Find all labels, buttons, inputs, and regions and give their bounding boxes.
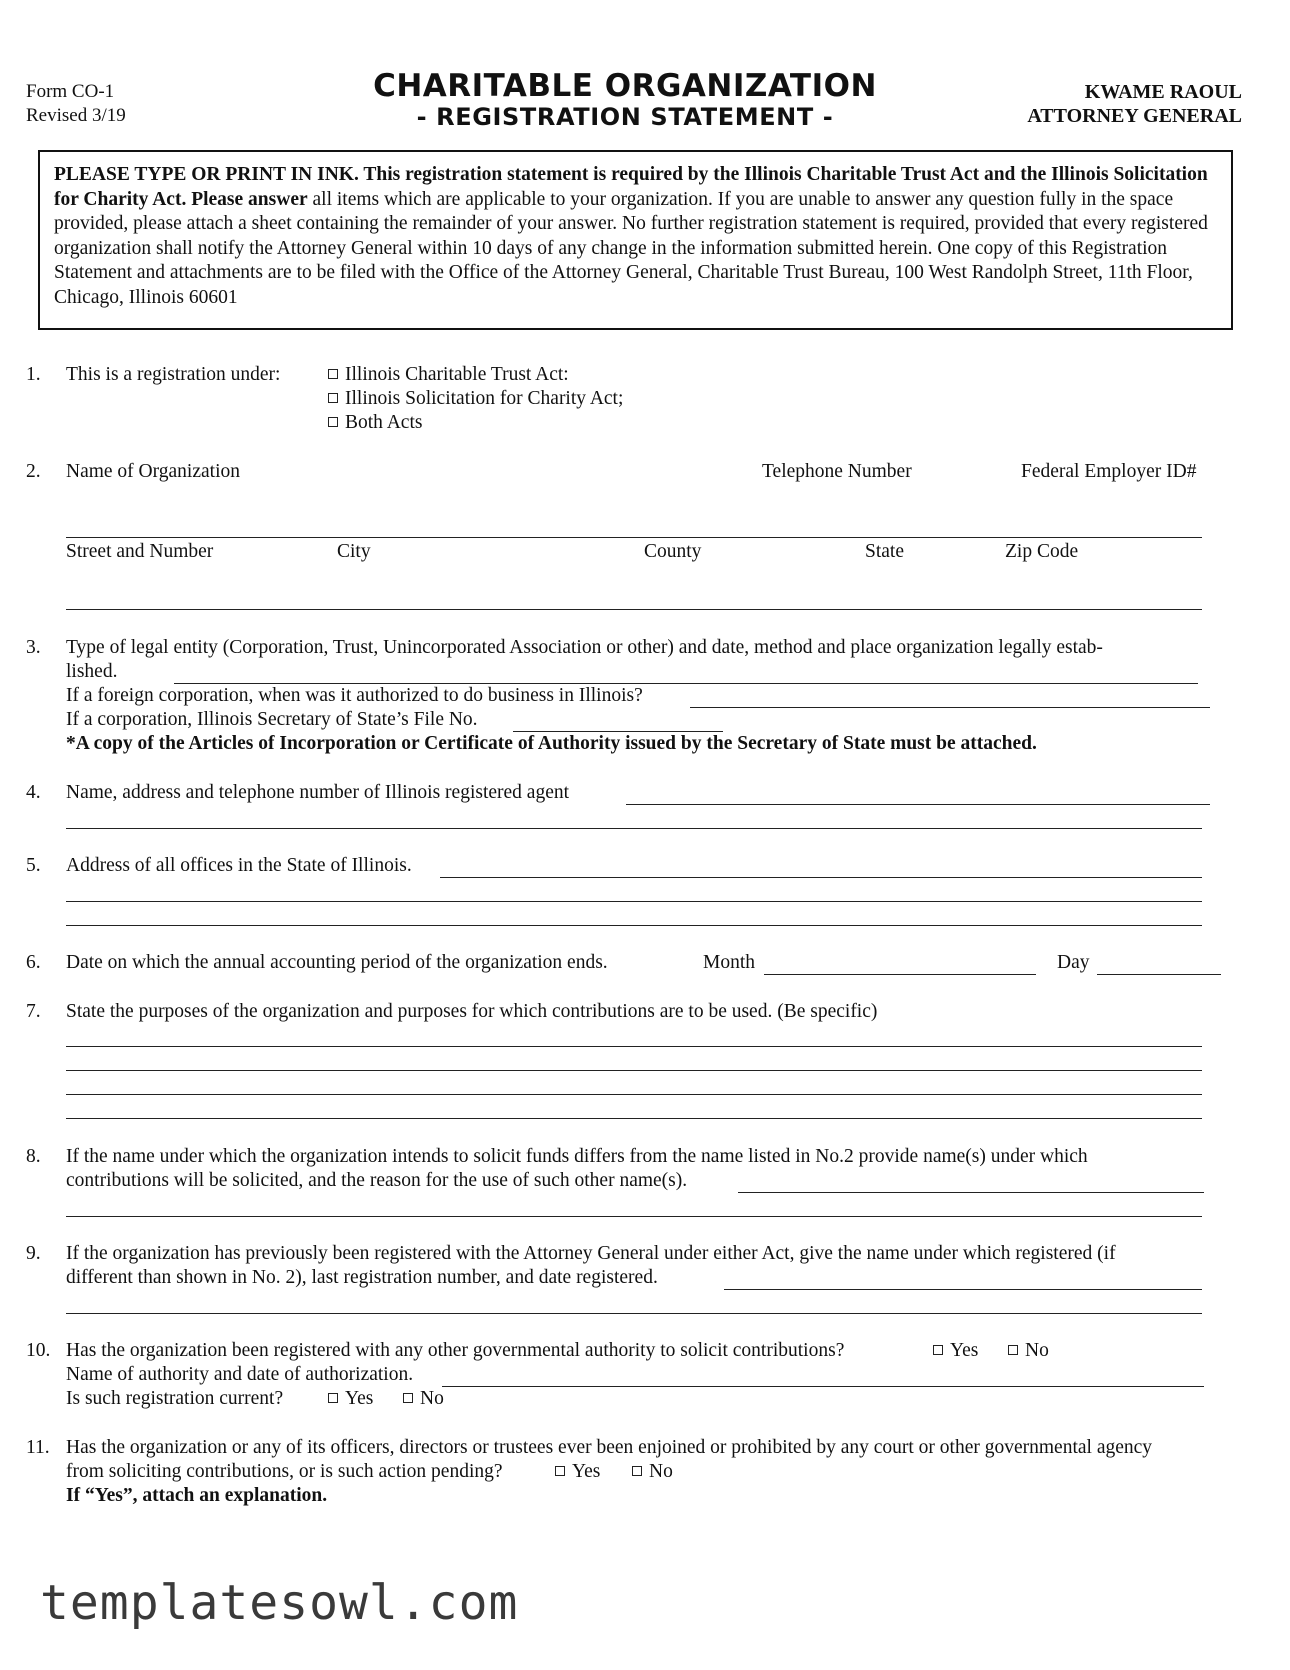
q2-number: 2. [26,461,41,482]
q11-number: 11. [26,1437,50,1458]
q1-option-solicitation[interactable]: Illinois Solicitation for Charity Act; [328,388,623,410]
q5-number: 5. [26,855,41,876]
q9-answer-line1[interactable] [724,1289,1202,1290]
q4-line2[interactable] [66,828,1202,829]
q9-number: 9. [26,1243,41,1264]
q3-entity-line[interactable] [174,683,1198,684]
q2-zip-label: Zip Code [1005,541,1079,562]
q3-file-no-line[interactable] [513,731,723,732]
q6-month-line[interactable] [764,974,1036,975]
q8-answer-line1[interactable] [738,1192,1204,1193]
checkbox[interactable] [555,1466,565,1476]
checkbox[interactable] [328,417,338,427]
q10-line2: Name of authority and date of authorization. [66,1364,414,1385]
checkbox[interactable] [328,1393,338,1403]
q2-street-label: Street and Number [66,541,214,562]
q6-month-label: Month [703,952,756,973]
q10-line3: Is such registration current? [66,1388,284,1409]
q5-line1[interactable] [440,877,1202,878]
q3-line1: Type of legal entity (Corporation, Trust, Unincorporated Association or other) and date, method and place organization legally estab- [66,637,1103,658]
q7-label: State the purposes of the organization and purposes for which contributions are to be used. (Be specific) [66,1001,878,1022]
q2-name-label: Name of Organization [66,461,240,482]
q11-yes-option[interactable]: Yes [555,1461,600,1483]
q3-file-no-label: If a corporation, Illinois Secretary of State’s File No. [66,709,478,730]
q7-line3[interactable] [66,1094,1202,1095]
q8-number: 8. [26,1146,41,1167]
ag-name: KWAME RAOUL [1084,81,1242,103]
q1-label: This is a registration under: [66,364,281,385]
checkbox[interactable] [933,1345,943,1355]
q10-current-yes-option[interactable]: Yes [328,1388,373,1410]
q11-no-option[interactable]: No [632,1461,673,1483]
q3-note: *A copy of the Articles of Incorporation or Certificate of Authority issued by the Secretary of State must be attached. [66,733,1037,754]
q10-no-option[interactable]: No [1008,1340,1049,1362]
instructions-bold: PLEASE TYPE OR PRINT IN INK. This registration statement is required by the Illinois Charitable Trust Act and the Illinois Solicitation for Charity Act. Please answer [54,164,1208,210]
checkbox[interactable] [403,1393,413,1403]
q7-line4[interactable] [66,1118,1202,1119]
form-revised: Revised 3/19 [26,105,126,126]
q2-fein-label: Federal Employer ID# [1021,461,1197,482]
instructions-box [38,150,1233,330]
q11-line1: Has the organization or any of its officers, directors or trustees ever been enjoined or prohibited by any court or other governmental agency [66,1437,1153,1458]
checkbox[interactable] [328,393,338,403]
q8-line2: contributions will be solicited, and the reason for the use of such other name(s). [66,1170,688,1191]
attorney-general [1027,80,1242,128]
q6-number: 6. [26,952,41,973]
q3-foreign-line[interactable] [690,707,1210,708]
instructions-text: all items which are applicable to your organization. If you are unable to answer any question fully in the space provided, please attach a sheet containing the remainder of your answer. No further registration statement is required, provided that every registered organization shall notify the Attorney General within 10 days of any change in the information submitted herein. One copy of this Registration Statement and attachments are to be filed with the Office of the Attorney General, Charitable Trust Bureau, 100 West Randolph Street, 11th Floor, Chicago, Illinois 60601 [54,188,1208,308]
checkbox[interactable] [328,369,338,379]
q5-line2[interactable] [66,901,1202,902]
form-number: Form CO-1 [26,81,115,102]
q1-option-both[interactable]: Both Acts [328,412,422,434]
q1-option-trust[interactable]: Illinois Charitable Trust Act: [328,364,569,386]
q10-authority-line[interactable] [442,1386,1204,1387]
q11-note: If “Yes”, attach an explanation. [66,1485,328,1506]
q4-label: Name, address and telephone number of Illinois registered agent [66,782,570,803]
q3-foreign-label: If a foreign corporation, when was it authorized to do business in Illinois? [66,685,643,706]
q2-phone-label: Telephone Number [762,461,912,482]
q6-day-label: Day [1057,952,1090,973]
q6-day-line[interactable] [1097,974,1221,975]
q10-current-no-option[interactable]: No [403,1388,444,1410]
q10-number: 10. [26,1340,51,1361]
watermark: templatesowl.com [40,1575,519,1631]
q9-line2: different than shown in No. 2), last registration number, and date registered. [66,1267,658,1288]
q9-line1: If the organization has previously been registered with the Attorney General under either Act, give the name under which registered (if [66,1243,1116,1264]
q4-number: 4. [26,782,41,803]
q2-address-line[interactable] [66,609,1202,610]
q5-label: Address of all offices in the State of Illinois. [66,855,412,876]
q2-state-label: State [865,541,904,562]
q10-line1: Has the organization been registered with any other governmental authority to solicit contributions? [66,1340,845,1361]
q7-number: 7. [26,1001,41,1022]
q2-county-label: County [644,541,702,562]
q3-number: 3. [26,637,41,658]
ag-title: ATTORNEY GENERAL [1027,105,1242,127]
q6-label: Date on which the annual accounting period of the organization ends. [66,952,608,973]
q10-yes-option[interactable]: Yes [933,1340,978,1362]
q1-number: 1. [26,364,41,385]
q2-city-label: City [337,541,371,562]
page-title: CHARITABLE ORGANIZATION [373,68,877,104]
checkbox[interactable] [1008,1345,1018,1355]
q3-line2: lished. [66,661,118,682]
q4-line1[interactable] [626,804,1210,805]
q2-name-line[interactable] [66,537,1202,538]
q9-answer-line2[interactable] [66,1313,1202,1314]
q5-line3[interactable] [66,925,1202,926]
page-subtitle: - REGISTRATION STATEMENT - [416,103,834,131]
q11-line2: from soliciting contributions, or is such action pending? [66,1461,503,1482]
q8-line1: If the name under which the organization intends to solicit funds differs from the name listed in No.2 provide name(s) under which [66,1146,1088,1167]
checkbox[interactable] [632,1466,642,1476]
q7-line2[interactable] [66,1070,1202,1071]
q7-line1[interactable] [66,1046,1202,1047]
q8-answer-line2[interactable] [66,1216,1202,1217]
